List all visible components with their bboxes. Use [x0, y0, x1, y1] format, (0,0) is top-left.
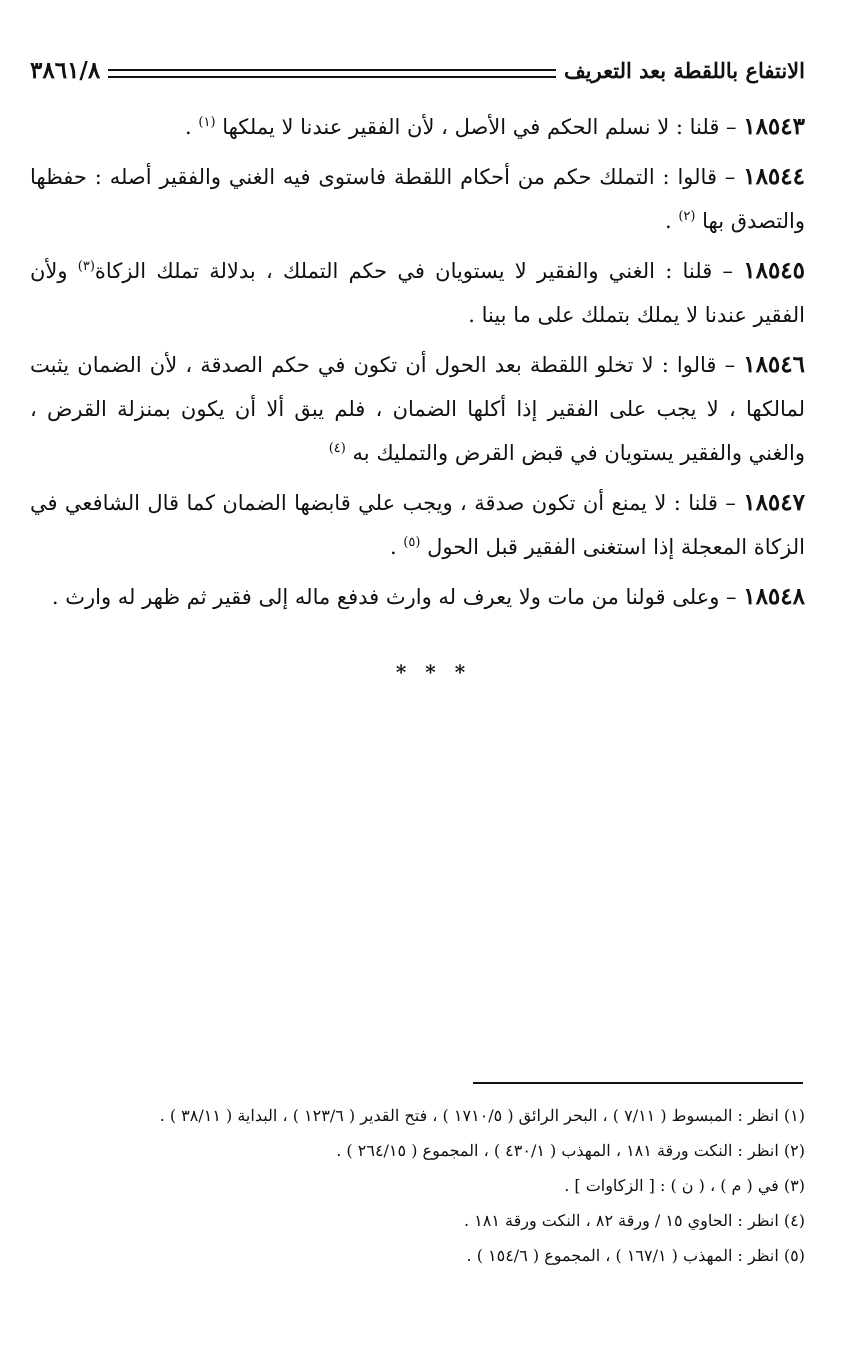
footnote-4: (٤) انظر : الحاوي ١٥ / ورقة ٨٢ ، النكت ورقة ١٨١ .	[464, 1211, 805, 1230]
paragraph-number: ١٨٥٤٧	[743, 489, 805, 516]
footnote-ref: (٣)	[77, 259, 95, 274]
paragraph-text: – وعلى قولنا من مات ولا يعرف له وارث فدفع ماله إلى فقير ثم ظهر له وارث .	[51, 585, 744, 609]
paragraph-number: ١٨٥٤٨	[743, 583, 805, 610]
running-header	[30, 50, 805, 90]
chapter-title: الانتفاع باللقطة بعد التعريف	[563, 57, 805, 83]
paragraph-tail: .	[389, 535, 404, 559]
paragraph-18546	[30, 343, 805, 475]
paragraph-number: ١٨٥٤٦	[743, 351, 805, 378]
footnote-2: (٢) انظر : النكت ورقة ١٨١ ، المهذب ( ٤٣٠/١ ) ، المجموع ( ٢٦٤/١٥ ) .	[336, 1141, 805, 1160]
footnotes	[30, 1098, 805, 1273]
main-text	[30, 105, 805, 625]
footnote-3: (٣) في ( م ) ، ( ن ) : [ الزكاوات ] .	[564, 1176, 805, 1195]
paragraph-text: – قالوا : لا تخلو اللقطة بعد الحول أن تكون في حكم الصدقة ، لأن الضمان يثبت لمالكها ، لا يجب على الفقير إذا أكلها الضمان ، فلم يبق ألا أن يكون بمنزلة القرض ، والغني والفقير يستويان في قبض القرض والتمليك به	[30, 353, 805, 465]
paragraph-number: ١٨٥٤٣	[743, 113, 805, 140]
footnote-ref: (١)	[198, 115, 216, 130]
footnote-ref: (٥)	[403, 535, 421, 550]
footnote-1: (١) انظر : المبسوط ( ٧/١١ ) ، البحر الرائق ( ١٧١٠/٥ ) ، فتح القدير ( ١٢٣/٦ ) ، البداية ( ٣٨/١١ ) .	[159, 1106, 805, 1125]
paragraph-18544	[30, 155, 805, 243]
paragraph-number: ١٨٥٤٤	[743, 163, 805, 190]
paragraph-18548	[30, 575, 805, 619]
paragraph-text: – قلنا : الغني والفقير لا يستويان في حكم التملك ، بدلالة تملك الزكاة	[94, 259, 744, 283]
paragraph-tail: ولأن الفقير عندنا لا يملك بتملك على ما بينا .	[30, 259, 805, 327]
paragraph-text: – قالوا : التملك حكم من أحكام اللقطة فاستوى فيه الغني والفقير أصله : حفظها والتصدق بها	[30, 165, 805, 233]
header-double-rule	[108, 69, 556, 78]
paragraph-18545	[30, 249, 805, 337]
paragraph-tail: .	[185, 115, 199, 139]
page-number: ٣٨٦١/٨	[30, 56, 101, 84]
paragraph-tail: .	[664, 209, 679, 233]
footnote-rule	[473, 1082, 803, 1084]
paragraph-18547	[30, 481, 805, 569]
paragraph-18543	[30, 105, 805, 149]
paragraph-text: – قلنا : لا نسلم الحكم في الأصل ، لأن الفقير عندنا لا يملكها	[215, 115, 744, 139]
paragraph-text: – قلنا : لا يمنع أن تكون صدقة ، ويجب علي قابضها الضمان كما قال الشافعي في الزكاة المعجلة إذا استغنى الفقير قبل الحول	[30, 491, 805, 559]
section-separator: * * *	[395, 660, 472, 684]
footnote-5: (٥) انظر : المهذب ( ١٦٧/١ ) ، المجموع ( ١٥٤/٦ ) .	[466, 1246, 805, 1265]
paragraph-number: ١٨٥٤٥	[743, 257, 806, 284]
footnote-ref: (٤)	[328, 441, 346, 456]
footnote-ref: (٢)	[678, 209, 696, 224]
